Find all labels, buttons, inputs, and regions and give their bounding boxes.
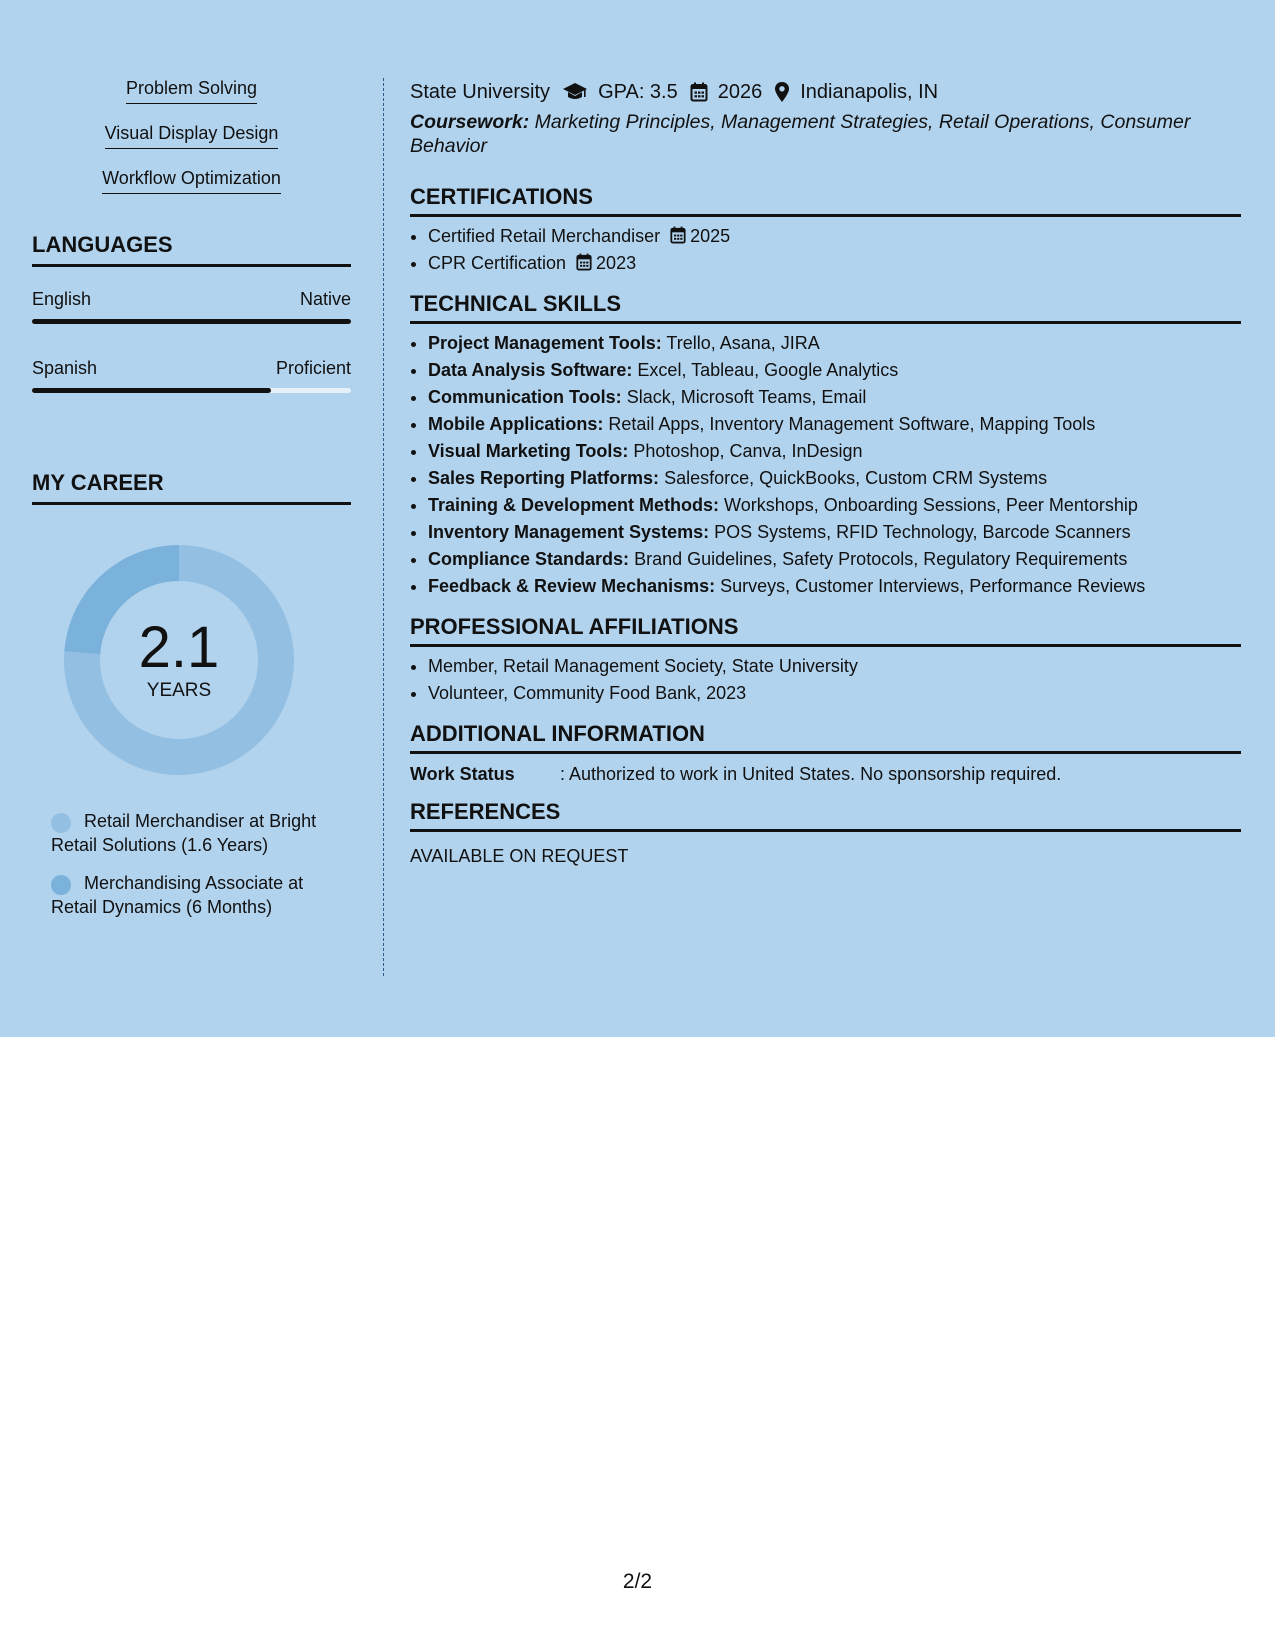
technical-skill-label: Feedback & Review Mechanisms: <box>428 576 716 596</box>
calendar-icon <box>670 226 686 244</box>
career-total-years: 2.1 <box>138 615 220 680</box>
language-english <box>32 289 351 324</box>
legend-dot-icon <box>51 813 71 833</box>
work-status-label: Work Status <box>410 764 515 784</box>
technical-skills-list <box>410 330 1241 600</box>
technical-skill-label: Mobile Applications: <box>428 414 604 434</box>
language-proficiency-fill <box>32 319 351 324</box>
technical-skill-value: Retail Apps, Inventory Management Software, Mapping Tools <box>608 414 1096 434</box>
career-legend-label: Merchandising Associate at Retail Dynamics (6 Months) <box>51 873 304 917</box>
technical-skill-label: Data Analysis Software: <box>428 360 633 380</box>
technical-skill-item <box>428 546 1241 573</box>
skill-visual-display-design: Visual Display Design <box>105 123 279 149</box>
language-level: Proficient <box>275 358 351 378</box>
technical-skill-label: Inventory Management Systems: <box>428 522 710 542</box>
technical-skill-label: Project Management Tools: <box>428 333 662 353</box>
affiliations-list <box>410 653 1241 707</box>
career-heading: MY CAREER <box>32 470 351 505</box>
certification-name: CPR Certification <box>428 253 567 273</box>
certification-year: 2023 <box>596 253 637 273</box>
location: Indianapolis, IN <box>800 80 939 103</box>
references-heading: REFERENCES <box>410 799 1241 832</box>
column-divider <box>383 78 384 976</box>
skill-tag <box>32 78 351 105</box>
technical-skill-label: Communication Tools: <box>428 387 622 407</box>
location-pin-icon <box>774 81 790 103</box>
affiliation-item: • Member, Retail Management Society, State University <box>428 653 1241 680</box>
technical-skill-label: Compliance Standards: <box>428 549 630 569</box>
technical-skill-item <box>428 438 1241 465</box>
technical-skill-label: Training & Development Methods: <box>428 495 720 515</box>
skill-problem-solving: Problem Solving <box>126 78 257 104</box>
technical-skill-value: Brand Guidelines, Safety Protocols, Regulatory Requirements <box>634 549 1128 569</box>
technical-skill-value: Trello, Asana, JIRA <box>666 333 820 353</box>
language-name: English <box>32 289 92 309</box>
technical-skill-value: Workshops, Onboarding Sessions, Peer Mentorship <box>724 495 1138 515</box>
technical-skill-item <box>428 357 1241 384</box>
legend-dot-icon <box>51 875 71 895</box>
technical-skill-item <box>428 330 1241 357</box>
skill-workflow-optimization: Workflow Optimization <box>102 168 281 194</box>
work-status-value: : Authorized to work in United States. No sponsorship required. <box>560 764 1062 784</box>
coursework <box>410 110 1241 158</box>
technical-skill-label: Visual Marketing Tools: <box>428 441 629 461</box>
career-unit-label: YEARS <box>146 680 212 701</box>
certification-year: 2025 <box>690 226 731 246</box>
certification-name: Certified Retail Merchandiser <box>428 226 661 246</box>
additional-info-heading: ADDITIONAL INFORMATION <box>410 721 1241 754</box>
technical-skill-value: POS Systems, RFID Technology, Barcode Scanners <box>714 522 1131 542</box>
skill-tag <box>32 123 351 150</box>
coursework-label: Coursework: <box>410 111 530 133</box>
education-line <box>410 78 1241 106</box>
language-proficiency-bar <box>32 388 351 393</box>
technical-skill-value: Surveys, Customer Interviews, Performance Reviews <box>720 576 1146 596</box>
career-legend <box>32 809 351 919</box>
certifications-heading: CERTIFICATIONS <box>410 184 1241 217</box>
references-text: AVAILABLE ON REQUEST <box>410 846 629 866</box>
coursework-list: Marketing Principles, Management Strategies, Retail Operations, Consumer Behavior <box>410 111 1191 157</box>
technical-skill-value: Photoshop, Canva, InDesign <box>633 441 863 461</box>
language-name: Spanish <box>32 358 98 378</box>
affiliation-item: • Volunteer, Community Food Bank, 2023 <box>428 680 1241 707</box>
skill-tag <box>32 168 351 195</box>
technical-skill-value: Excel, Tableau, Google Analytics <box>637 360 899 380</box>
certification-item <box>428 250 1241 277</box>
graduation-cap-icon <box>562 82 588 102</box>
calendar-icon <box>690 82 708 102</box>
technical-skill-item <box>428 519 1241 546</box>
technical-skill-item <box>428 573 1241 600</box>
career-legend-item <box>32 809 351 857</box>
technical-skill-item <box>428 465 1241 492</box>
gpa: GPA: 3.5 <box>598 80 678 103</box>
certification-item <box>428 223 1241 250</box>
languages-heading: LANGUAGES <box>32 232 351 267</box>
main-content <box>410 78 1241 867</box>
page-number: 2/2 <box>622 1570 653 1593</box>
career-legend-label: Retail Merchandiser at Bright Retail Solutions (1.6 Years) <box>51 811 317 855</box>
technical-skills-heading: TECHNICAL SKILLS <box>410 291 1241 324</box>
graduation-year: 2026 <box>717 80 763 103</box>
language-proficiency-fill <box>32 388 271 393</box>
technical-skill-value: Slack, Microsoft Teams, Email <box>626 387 867 407</box>
language-proficiency-bar <box>32 319 351 324</box>
certifications-list <box>410 223 1241 277</box>
technical-skill-item <box>428 492 1241 519</box>
school-name: State University <box>410 80 551 103</box>
affiliations-heading: PROFESSIONAL AFFILIATIONS <box>410 614 1241 647</box>
technical-skill-item <box>428 411 1241 438</box>
work-status-row <box>410 764 1241 785</box>
sidebar <box>32 78 351 919</box>
career-legend-item <box>32 871 351 919</box>
technical-skill-label: Sales Reporting Platforms: <box>428 468 660 488</box>
language-spanish <box>32 358 351 393</box>
calendar-icon <box>576 253 592 271</box>
technical-skill-item <box>428 384 1241 411</box>
technical-skill-value: Salesforce, QuickBooks, Custom CRM Systems <box>664 468 1048 488</box>
language-level: Native <box>299 289 351 309</box>
career-donut-chart <box>64 545 294 775</box>
